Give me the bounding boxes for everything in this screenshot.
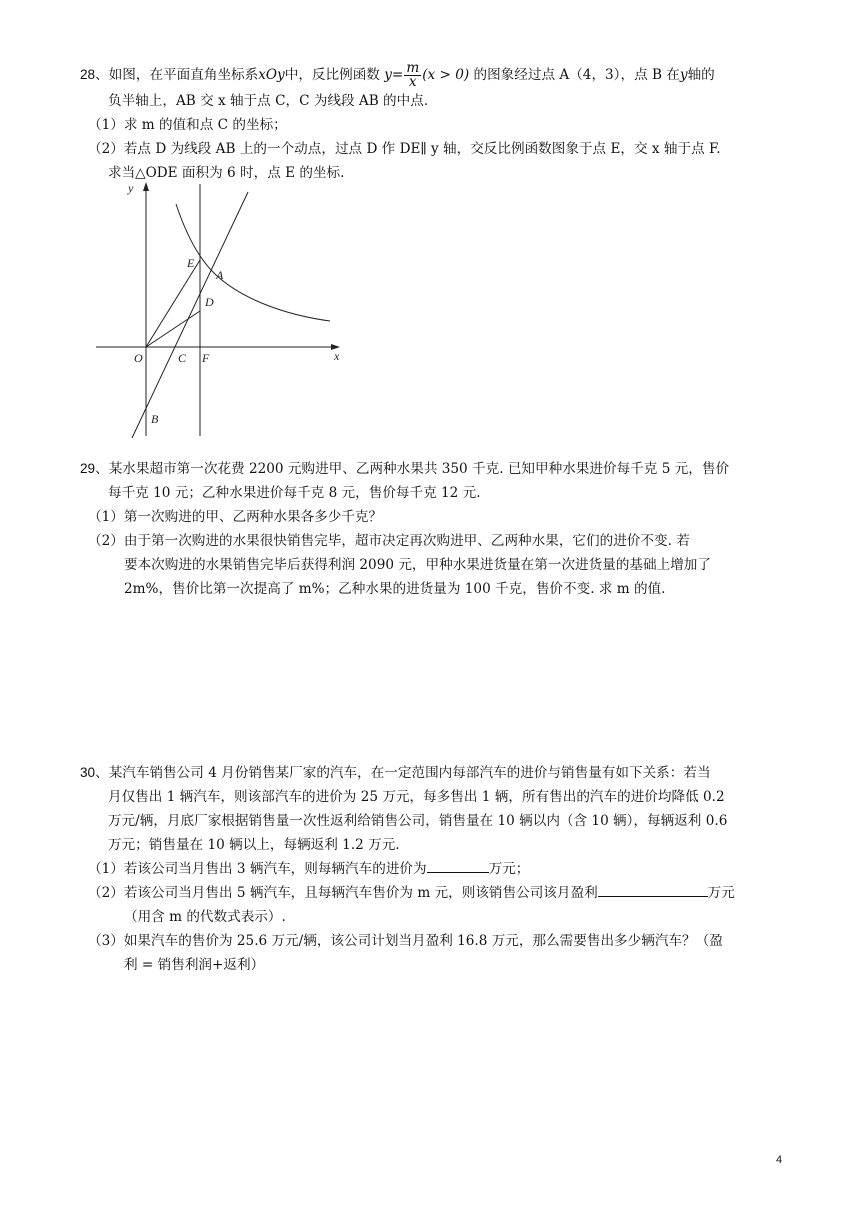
q29-part-2-cont-2: 2m%，售价比第一次提高了 m%；乙种水果的进货量为 100 千克，售价不变. 求 m 的值.	[124, 581, 666, 597]
q28-text-1c: 中，反比例函数	[284, 67, 380, 83]
q30-line-4: 万元；销售量在 10 辆以上，每辆返利 1.2 万元.	[108, 837, 400, 853]
q28-equals: =	[391, 67, 404, 83]
q29-number: 29、	[80, 461, 109, 476]
q28-line-2: 负半轴上，AB 交 x 轴于点 C，C 为线段 AB 的中点.	[108, 93, 429, 109]
q28-fraction	[404, 62, 421, 89]
label-x: x	[334, 349, 340, 363]
q28-text-1i: 轴的	[687, 67, 715, 83]
q29-text-1: 某水果超市第一次花费 2200 元购进甲、乙两种水果共 350 千克. 已知甲种水果进价每千克 5 元，售价	[108, 461, 730, 477]
label-e: E	[187, 256, 195, 270]
q28-number: 28、	[80, 67, 109, 82]
label-c: C	[178, 351, 187, 365]
q29-part-2: （2）由于第一次购进的水果很快销售完毕，超市决定再次购进甲、乙两种水果，它们的进价不变. 若	[88, 533, 690, 549]
hyperbola-curve	[176, 204, 330, 321]
q28-part-2-cont: 求当△ODE 面积为 6 时，点 E 的坐标.	[108, 165, 345, 181]
q29-line-2: 每千克 10 元；乙种水果进价每千克 8 元，售价每千克 12 元.	[108, 485, 481, 501]
q30-part-1-text: （1）若该公司当月售出 3 辆汽车，则每辆汽车的进价为	[88, 861, 427, 877]
segment-oe	[146, 260, 200, 347]
label-d: D	[205, 295, 214, 309]
label-y: y	[128, 181, 134, 195]
q29-line-1	[80, 457, 785, 481]
q28-text-1a: 如图，在平面直角坐标系	[108, 67, 259, 83]
q30-answer-blank-2[interactable]	[598, 882, 708, 897]
q30-part-1	[80, 857, 785, 881]
q29-part-1: （1）第一次购进的甲、乙两种水果各多少千克？	[88, 509, 383, 525]
label-b: B	[151, 412, 159, 426]
q30-part-2-unit: 万元	[707, 885, 735, 901]
question-30	[80, 761, 785, 977]
segment-od	[146, 311, 200, 347]
label-o: O	[134, 351, 143, 365]
q30-number: 30、	[80, 765, 109, 780]
q30-line-1	[80, 761, 785, 785]
q30-part-2	[80, 881, 785, 905]
q30-part-3-cont: 利 = 销售利润+返利）	[124, 957, 265, 973]
q28-part-1: （1）求 m 的值和点 C 的坐标；	[88, 117, 287, 133]
line-ab	[132, 192, 248, 438]
y-axis-arrow	[143, 182, 149, 191]
label-a: A	[216, 268, 224, 282]
q28-part-2: （2）若点 D 为线段 AB 上的一个动点，过点 D 作 DE∥ y 轴，交反比例函数图象于点 E，交 x 轴于点 F.	[88, 141, 721, 157]
q28-domain: (x > 0)	[422, 67, 470, 83]
coordinate-figure	[90, 178, 350, 440]
q28-y-var: y	[384, 67, 392, 83]
q28-xoy: xOy	[258, 67, 285, 83]
q29-part-2-cont-1: 要本次购进的水果销售完毕后获得利润 2090 元，甲种水果进货量在第一次进货量的基础上增加了	[124, 557, 711, 573]
q28-line-1	[80, 62, 785, 89]
page-number: 4	[776, 1154, 783, 1166]
q30-text-1: 某汽车销售公司 4 月份销售某厂家的汽车，在一定范围内每部汽车的进价与销售量有如下关系：若当	[108, 765, 711, 781]
q30-answer-blank-1[interactable]	[427, 858, 489, 873]
q30-line-2: 月仅售出 1 辆汽车，则该部汽车的进价为 25 万元，每多售出 1 辆，所有售出的汽车的进价均降低 0.2	[108, 789, 725, 805]
q28-text-1g: 的图象经过点 A（4，3），点 B 在	[473, 67, 680, 83]
q30-part-2-cont: （用含 m 的代数式表示）.	[124, 909, 286, 925]
question-28	[80, 62, 785, 185]
q30-part-3: （3）如果汽车的售价为 25.6 万元/辆，该公司计划当月盈利 16.8 万元，那么需要售出多少辆汽车？（盈	[88, 933, 723, 949]
q28-y-axis: y	[679, 67, 688, 83]
q30-part-1-unit: 万元；	[488, 861, 530, 877]
q28-frac-num: m	[406, 60, 420, 76]
q30-line-3: 万元/辆，月底厂家根据销售量一次性返利给销售公司，销售量在 10 辆以内（含 10 辆），每辆返利 0.6	[108, 813, 728, 829]
question-29	[80, 457, 785, 601]
q28-frac-den: x	[408, 74, 417, 90]
label-f: F	[202, 351, 210, 365]
q30-part-2-text: （2）若该公司当月售出 5 辆汽车，且每辆汽车售价为 m 元，则该销售公司该月盈利	[88, 885, 598, 901]
